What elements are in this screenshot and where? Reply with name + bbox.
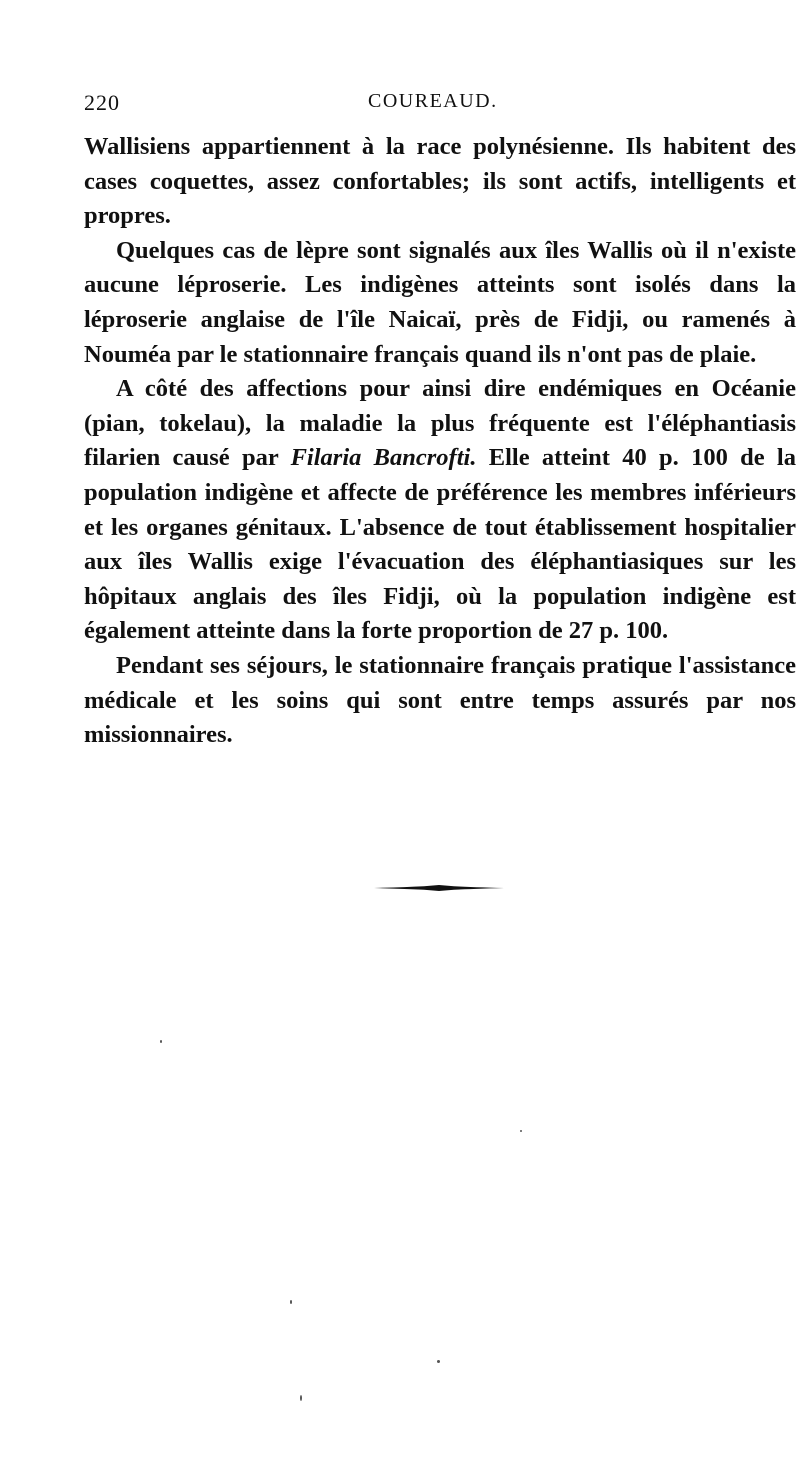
page-header <box>84 90 794 120</box>
page-number: 220 <box>84 90 120 115</box>
end-ornament-rule <box>374 883 504 893</box>
species-name: Filaria Bancrofti. <box>290 444 477 472</box>
paragraph-2 <box>84 234 796 372</box>
running-head: COUREAUD. <box>368 90 498 112</box>
scan-speck <box>437 1360 440 1363</box>
scan-speck <box>290 1300 292 1304</box>
body-text <box>84 130 796 753</box>
paragraph-1-text: Wallisiens appartiennent à la race polynésienne. Ils habitent des cases coquettes, assez confortables; ils sont actifs, intelligents et propres. <box>84 133 796 230</box>
paragraph-3-text-after: Elle atteint 40 p. 100 de la population indigène et affecte de préférence les membres inférieurs et les organes génitaux. L'absence de tout établissement hospitalier aux îles Wallis exige l'évacuation des éléphantiasiques sur les hôpitaux anglais des îles Fidji, où la population indigène est également atteinte dans la forte proportion de 27 p. 100. <box>84 444 796 645</box>
paragraph-1 <box>84 130 796 234</box>
scan-speck <box>160 1040 162 1043</box>
paragraph-4-text: Pendant ses séjours, le stationnaire français pratique l'assistance médicale et les soins qui sont entre temps assurés par nos missionnaires. <box>84 651 796 749</box>
scan-speck <box>300 1395 302 1401</box>
scan-speck <box>520 1130 522 1132</box>
paragraph-3 <box>84 372 796 649</box>
paragraph-3-text-before: A côté des affections pour ainsi dire endémiques en Océanie (pian, tokelau), la maladie la plus fréquente est l'éléphantiasis filarien causé par <box>84 375 796 472</box>
paragraph-2-text: Quelques cas de lèpre sont signalés aux îles Wallis où il n'existe aucune léproserie. Les indigènes atteints sont isolés dans la léproserie anglaise de l'île Naicaï, près de Fidji, ou ramenés à Nouméa par le stationnaire français quand ils n'ont pas de plaie. <box>84 236 796 368</box>
paragraph-4 <box>84 649 796 753</box>
ornament-rule-shape <box>374 885 504 891</box>
